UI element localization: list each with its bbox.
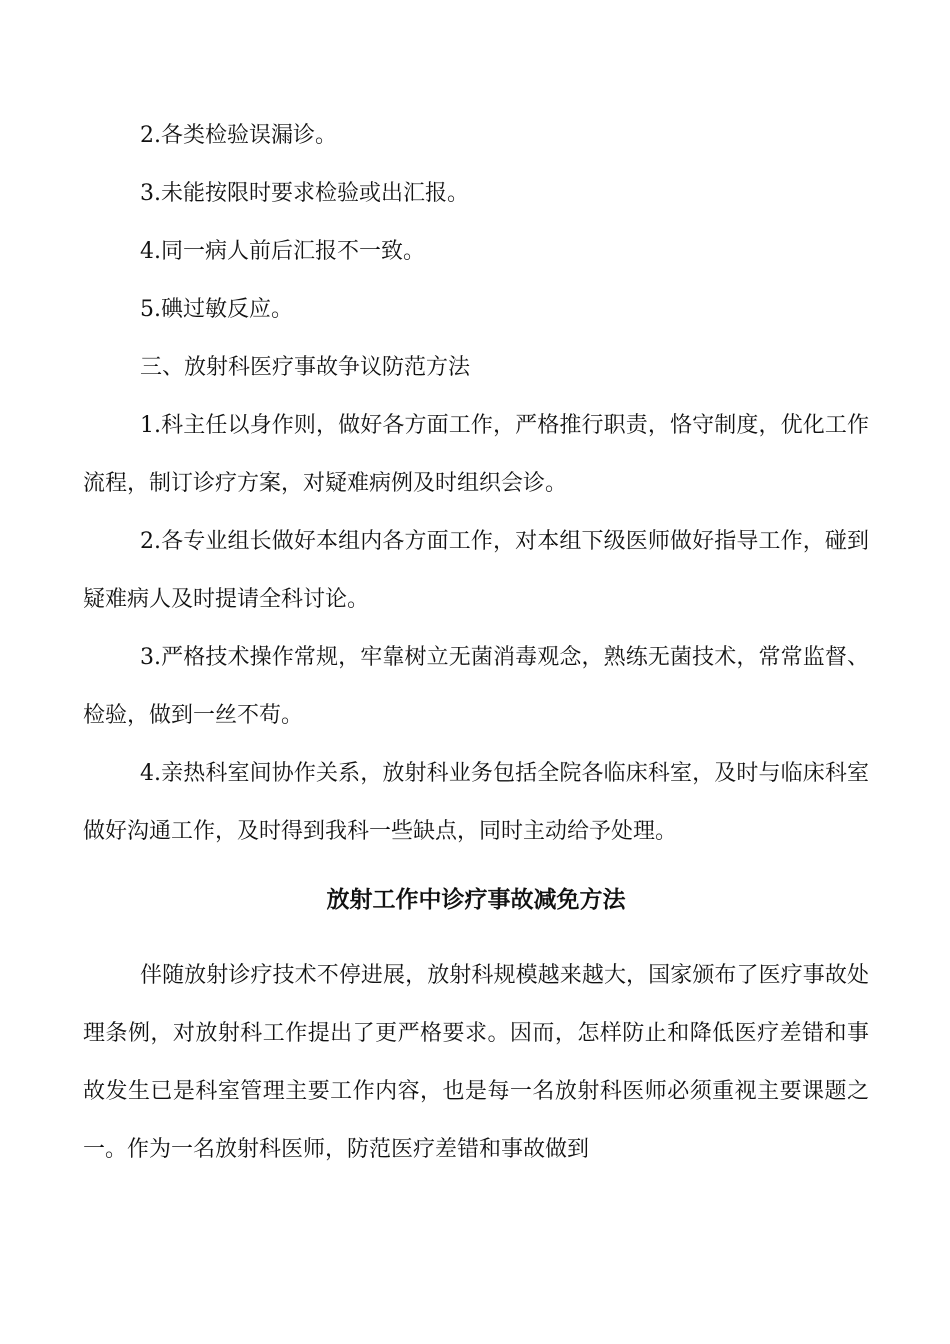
list-item-2: 2.各类检验误漏诊。 [140, 123, 337, 148]
list-item-3: 3.未能按限时要求检验或出汇报。 [140, 181, 469, 206]
measure-item-3: 3.严格技术操作常规，牢靠树立无菌消毒观念，熟练无菌技术，常常监督、检验，做到一丝不苟。 [83, 645, 869, 728]
measure-item-4: 4.亲热科室间协作关系，放射科业务包括全院各临床科室，及时与临床科室做好沟通工作，及时得到我科一些缺点，同时主动给予处理。 [83, 761, 869, 844]
section-heading-3: 三、放射科医疗事故争议防范方法 [140, 355, 471, 380]
body-paragraph: 伴随放射诊疗技术不停进展，放射科规模越来越大，国家颁布了医疗事故处理条例，对放射科工作提出了更严格要求。因而，怎样防止和降低医疗差错和事故发生已是科室管理主要工作内容，也是每一名放射科医师必须重视主要课题之一。作为一名放射科医师，防范医疗差错和事故做到 [83, 963, 869, 1162]
measure-item-2: 2.各专业组长做好本组内各方面工作，对本组下级医师做好指导工作，碰到疑难病人及时提请全科讨论。 [83, 529, 869, 612]
list-item-5: 5.碘过敏反应。 [140, 297, 293, 322]
measure-item-1: 1.科主任以身作则，做好各方面工作，严格推行职责，恪守制度，优化工作流程，制订诊疗方案，对疑难病例及时组织会诊。 [83, 413, 869, 496]
section-title: 放射工作中诊疗事故减免方法 [326, 887, 626, 913]
list-item-4: 4.同一病人前后汇报不一致。 [140, 239, 425, 264]
